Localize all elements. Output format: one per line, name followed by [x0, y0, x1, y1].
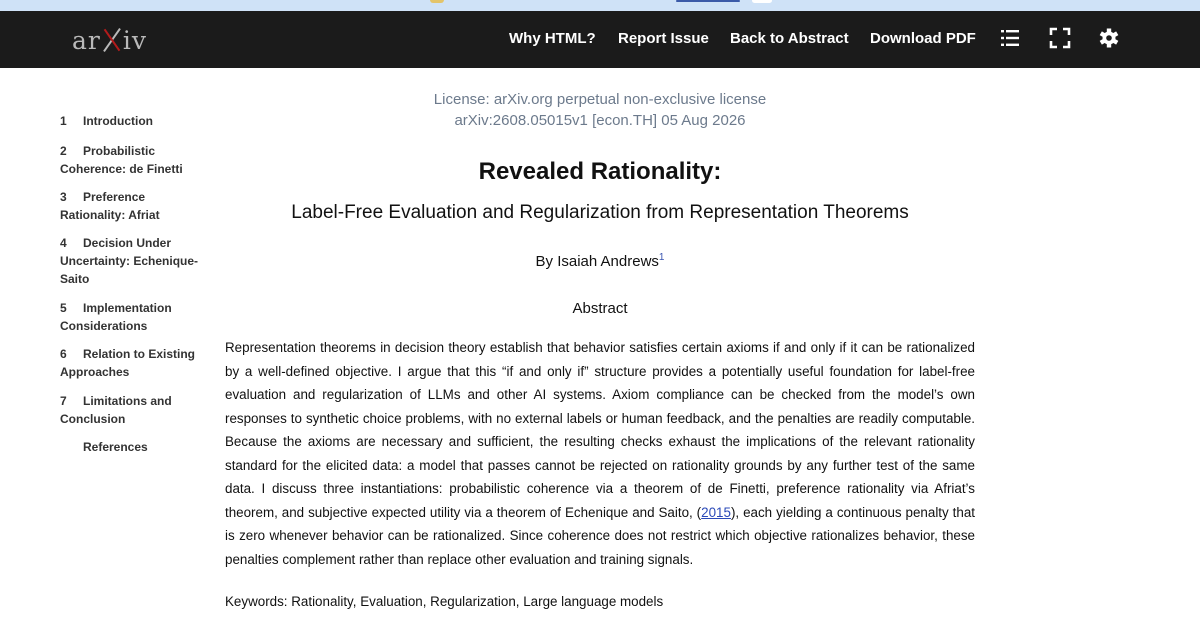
- paper-title: Revealed Rationality:: [478, 158, 722, 185]
- toc-item-implementation[interactable]: [60, 299, 200, 335]
- toc-item-label: Probabilistic Coherence: de Finetti: [60, 144, 183, 176]
- toc-item-decision-under-uncertainty[interactable]: [60, 234, 200, 288]
- why-html-link[interactable]: Why HTML?: [509, 30, 596, 47]
- toc-item-label: Introduction: [83, 114, 153, 128]
- list-icon[interactable]: [999, 27, 1021, 49]
- logo-text-left: ar: [72, 25, 101, 55]
- toc-item-probabilistic-coherence[interactable]: [60, 142, 200, 178]
- toc-item-number: 4: [60, 236, 67, 250]
- toc-item-label: Preference Rationality: Afriat: [60, 190, 160, 222]
- logo-text-right: iv: [122, 25, 147, 55]
- toc-item-label: Implementation Considerations: [60, 301, 172, 333]
- toc-item-references[interactable]: [60, 438, 200, 456]
- author-name: By Isaiah Andrews: [535, 253, 659, 270]
- toc-item-number: 6: [60, 347, 67, 361]
- browser-top-strip: [0, 0, 1200, 11]
- toc-item-label: Relation to Existing Approaches: [60, 347, 196, 379]
- toc-item-number: 3: [60, 190, 67, 204]
- toc-item-relation[interactable]: [60, 345, 200, 381]
- navbar: [0, 11, 1200, 68]
- license-line: License: arXiv.org perpetual non-exclusive license: [433, 91, 767, 108]
- link-underline: [676, 0, 740, 2]
- toc-item-label: Limitations and Conclusion: [60, 394, 172, 426]
- citation-link[interactable]: 2015: [701, 504, 731, 520]
- toc-item-number: 7: [60, 394, 67, 408]
- strip-button: [752, 0, 772, 3]
- toc-item-introduction[interactable]: [60, 112, 200, 130]
- back-to-abstract-link[interactable]: Back to Abstract: [730, 30, 849, 47]
- paper-subtitle: Label-Free Evaluation and Regularization from Representation Theorems: [291, 202, 909, 223]
- toc-item-number: 2: [60, 144, 67, 158]
- settings-icon[interactable]: [1098, 27, 1120, 49]
- toc-item-number: 1: [60, 114, 67, 128]
- toc-item-preference-rationality[interactable]: [60, 188, 200, 224]
- toc-item-number: 5: [60, 301, 67, 315]
- abstract-heading: Abstract: [572, 300, 628, 317]
- toc-item-label: References: [83, 440, 148, 454]
- fullscreen-icon[interactable]: [1049, 27, 1071, 49]
- nav-links: [0, 11, 1200, 68]
- author-line: [225, 252, 975, 270]
- toc-item-label: Decision Under Uncertainty: Echenique-Saito: [60, 236, 199, 286]
- keywords: Keywords: Rationality, Evaluation, Regularization, Large language models: [225, 594, 664, 609]
- arxiv-id: arXiv:2608.05015v1 [econ.TH] 05 Aug 2026: [454, 112, 746, 129]
- report-issue-link[interactable]: Report Issue: [618, 30, 709, 47]
- abstract-text: [225, 336, 975, 571]
- emoji-icon: [430, 0, 444, 3]
- author-footnote-mark[interactable]: 1: [658, 252, 665, 263]
- download-pdf-link[interactable]: Download PDF: [870, 30, 976, 47]
- abstract-text-part2: ), each yielding a continuous penalty that is zero whenever behavior can be rationalized. Since coherence does not restrict which objective rationalizes behavior, these penalties complement rather than replace other evaluation and training signals.: [225, 504, 975, 567]
- abstract-text-part1: Representation theorems in decision theory establish that behavior satisfies certain axioms if and only if it can be rationalized by a well-defined objective. I argue that this “if and only if” structure provides a potentially useful foundation for label-free evaluation and regularization of LLMs and other AI systems. Axiom compliance can be checked from the model’s own responses to synthetic choice problems, with no external labels or human feedback, and the penalties are readily computable. Because the axioms are necessary and sufficient, the resulting checks exhaust the implications of the relevant rationality standard for the elicited data: a model that passes cannot be rejected on rationality grounds by any further test of the same data. I discuss three instantiations: probabilistic coherence via a theorem of de Finetti, preference rationality via Afriat’s theorem, and subjective expected utility via a theorem of Echenique and Saito, (: [225, 340, 975, 520]
- toc-item-limitations[interactable]: [60, 392, 200, 428]
